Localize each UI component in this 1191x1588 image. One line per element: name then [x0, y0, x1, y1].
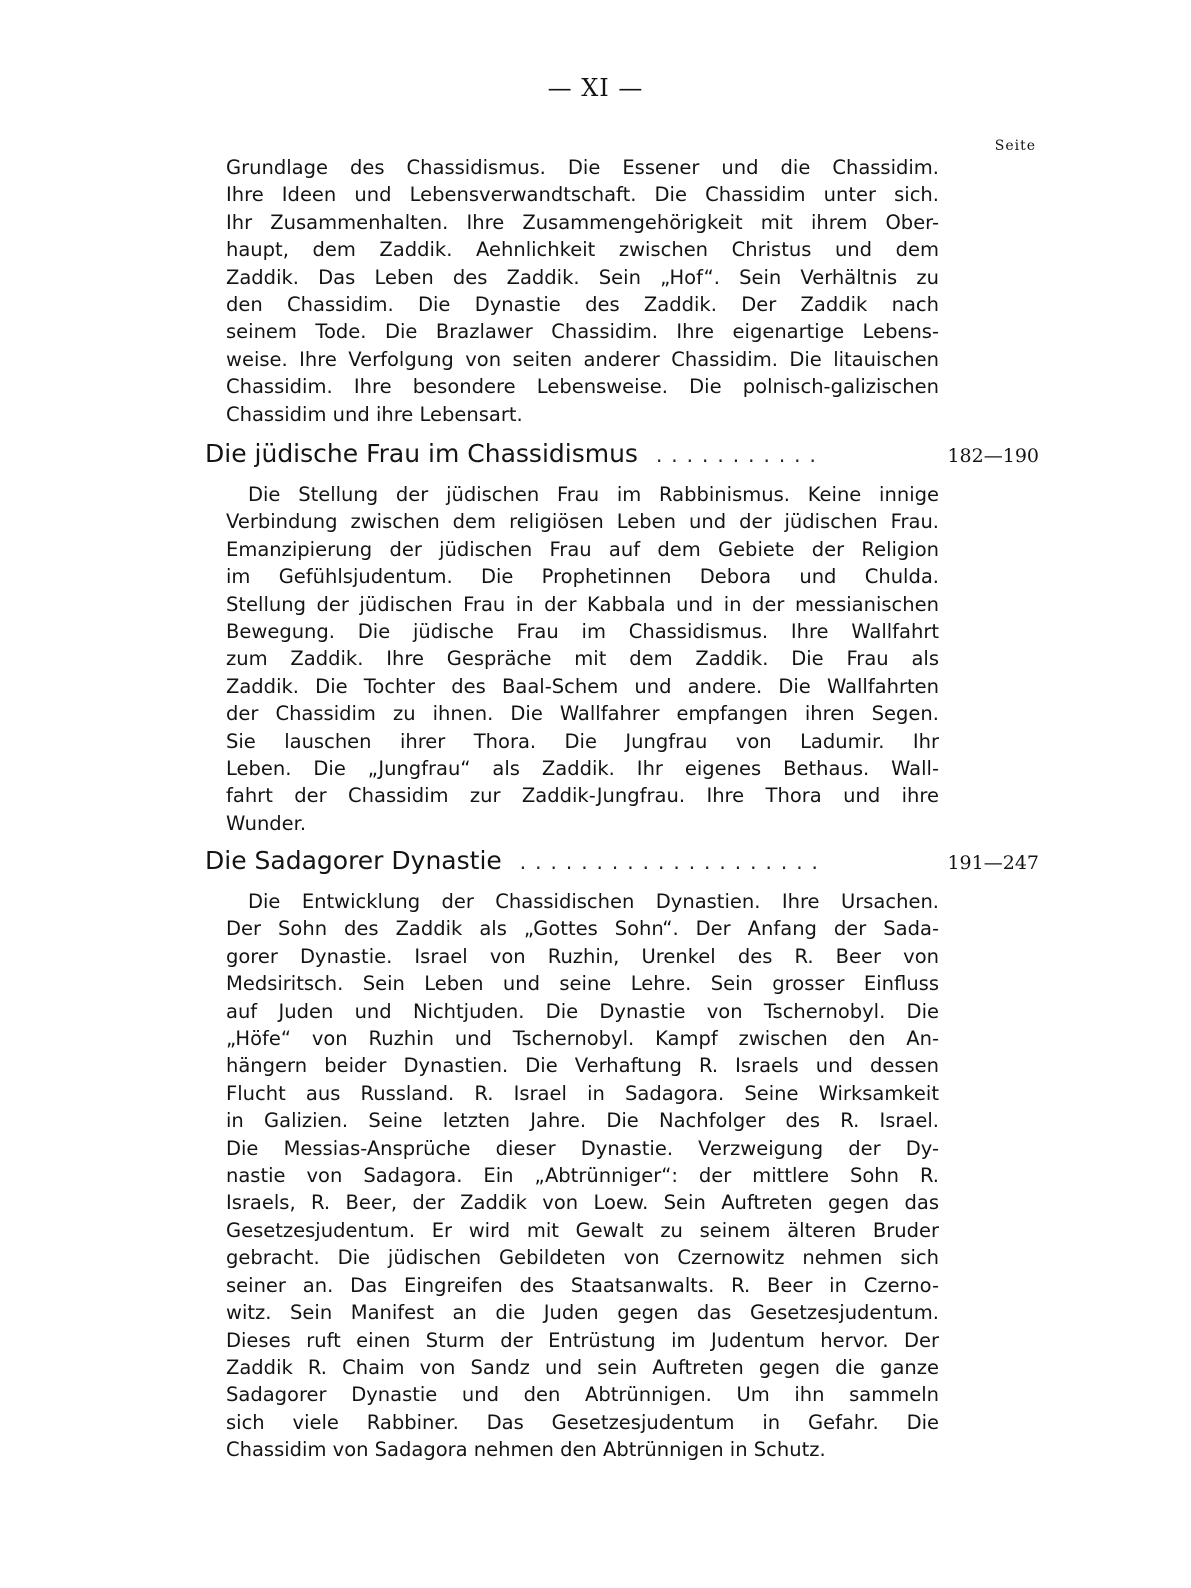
section-summary — [226, 481, 939, 837]
summary-line: haupt, dem Zaddik. Aehnlichkeit zwischen Christus und dem — [226, 238, 939, 262]
summary-line: Zaddik. Das Leben des Zaddik. Sein „Hof“. Sein Verhältnis zu — [226, 265, 939, 289]
summary-line: hängern beider Dynastien. Die Verhaftung R. Israels und dessen — [226, 1054, 939, 1078]
summary-line: Sadagorer Dynastie und den Abtrünnigen. Um ihn sammeln — [226, 1383, 939, 1407]
summary-line: sich viele Rabbiner. Das Gesetzesjudentum in Gefahr. Die — [226, 1410, 939, 1434]
summary-line: weise. Ihre Verfolgung von seiten anderer Chassidim. Die litauischen — [226, 347, 939, 371]
summary-line: Zaddik. Die Tochter des Baal-Schem und andere. Die Wallfahrten — [226, 674, 939, 698]
summary-line: Emanzipierung der jüdischen Frau auf dem Gebiete der Religion — [226, 537, 939, 561]
summary-line: zum Zaddik. Ihre Gespräche mit dem Zaddik. Die Frau als — [226, 647, 939, 671]
summary-line: Der Sohn des Zaddik als „Gottes Sohn“. Der Anfang der Sada- — [226, 917, 939, 941]
summary-line: nastie von Sadagora. Ein „Abtrünniger“: der mittlere Sohn R. — [226, 1164, 939, 1188]
page-number: — XI — — [547, 74, 644, 102]
page-column-label: Seite — [994, 138, 1036, 154]
summary-line: Stellung der jüdischen Frau in der Kabbala und in der messianischen — [226, 592, 939, 616]
dot-leader: .................... — [519, 850, 827, 874]
summary-line: den Chassidim. Die Dynastie des Zaddik. Der Zaddik nach — [226, 293, 939, 317]
summary-line: Dieses ruft einen Sturm der Entrüstung im Judentum hervor. Der — [226, 1328, 939, 1352]
summary-line: Grundlage des Chassidismus. Die Essener und die Chassidim. — [226, 156, 939, 179]
summary-line: seinem Tode. Die Brazlawer Chassidim. Ihre eigenartige Lebens- — [226, 320, 939, 344]
summary-line: der Chassidim zu ihnen. Die Wallfahrer empfangen ihren Segen. — [226, 702, 939, 726]
section-summary — [226, 154, 939, 428]
summary-line: witz. Sein Manifest an die Juden gegen das Gesetzesjudentum. — [226, 1301, 939, 1325]
entry-title: Die Sadagorer Dynastie — [205, 846, 502, 875]
summary-line: Israels, R. Beer, der Zaddik von Loew. Sein Auftreten gegen das — [226, 1191, 939, 1215]
summary-line: Zaddik R. Chaim von Sandz und sein Auftreten gegen die ganze — [226, 1355, 939, 1379]
dot-leader: ........... — [655, 443, 825, 467]
entry-page-range: 182—190 — [947, 445, 1039, 467]
summary-line: Gesetzesjudentum. Er wird mit Gewalt zu seinem älteren Bruder — [226, 1218, 939, 1242]
summary-line: Die Stellung der jüdischen Frau im Rabbinismus. Keine innige — [248, 483, 939, 506]
toc-entry — [205, 846, 1039, 880]
summary-line: gebracht. Die jüdischen Gebildeten von Czernowitz nehmen sich — [226, 1246, 939, 1270]
summary-line: Die Messias-Ansprüche dieser Dynastie. Verzweigung der Dy- — [226, 1136, 939, 1160]
summary-line: Leben. Die „Jungfrau“ als Zaddik. Ihr eigenes Bethaus. Wall- — [226, 757, 939, 781]
summary-line: auf Juden und Nichtjuden. Die Dynastie von Tschernobyl. Die — [226, 999, 939, 1023]
summary-line: Chassidim. Ihre besondere Lebensweise. Die polnisch-galizischen — [226, 375, 939, 399]
summary-line: „Höfe“ von Ruzhin und Tschernobyl. Kampf zwischen den An- — [226, 1027, 939, 1051]
summary-line: in Galizien. Seine letzten Jahre. Die Nachfolger des R. Israel. — [226, 1109, 939, 1133]
summary-line: Wunder. — [226, 811, 307, 835]
summary-line: Medsiritsch. Sein Leben und seine Lehre. Sein grosser Einfluss — [226, 972, 939, 996]
entry-title: Die jüdische Frau im Chassidismus — [205, 439, 638, 468]
summary-line: Chassidim und ihre Lebensart. — [226, 402, 523, 426]
summary-line: Bewegung. Die jüdische Frau im Chassidismus. Ihre Wallfahrt — [226, 620, 939, 644]
summary-line: im Gefühlsjudentum. Die Prophetinnen Debora und Chulda. — [226, 565, 939, 589]
summary-line: Verbindung zwischen dem religiösen Leben und der jüdischen Frau. — [226, 510, 939, 534]
summary-line: Die Entwicklung der Chassidischen Dynastien. Ihre Ursachen. — [248, 890, 939, 913]
summary-line: seiner an. Das Eingreifen des Staatsanwalts. R. Beer in Czerno- — [226, 1273, 939, 1297]
summary-line: Chassidim von Sadagora nehmen den Abtrünnigen in Schutz. — [226, 1438, 826, 1462]
section-summary — [226, 888, 939, 1464]
summary-line: Ihr Zusammenhalten. Ihre Zusammengehörigkeit mit ihrem Ober- — [226, 210, 939, 234]
summary-line: gorer Dynastie. Israel von Ruzhin, Urenkel des R. Beer von — [226, 944, 939, 968]
summary-line: Ihre Ideen und Lebensverwandtschaft. Die Chassidim unter sich. — [226, 183, 939, 207]
summary-line: Sie lauschen ihrer Thora. Die Jungfrau von Ladumir. Ihr — [226, 729, 939, 753]
entry-page-range: 191—247 — [947, 852, 1039, 874]
toc-entry — [205, 439, 1039, 473]
summary-line: fahrt der Chassidim zur Zaddik-Jungfrau. Ihre Thora und ihre — [226, 784, 939, 808]
summary-line: Flucht aus Russland. R. Israel in Sadagora. Seine Wirksamkeit — [226, 1081, 939, 1105]
